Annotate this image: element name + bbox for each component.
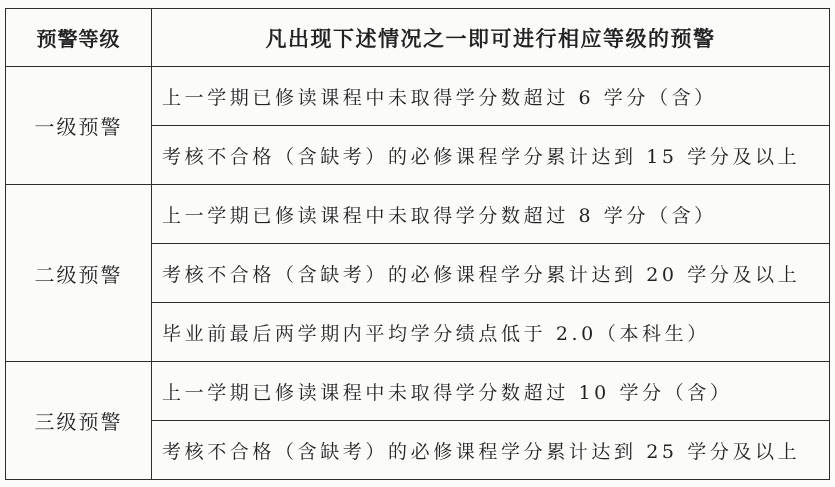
table-row xyxy=(6,185,830,244)
level-1-label: 一级预警 xyxy=(6,67,152,185)
level-1-condition-1: 上一学期已修读课程中未取得学分数超过 6 学分（含） xyxy=(152,67,830,126)
table-row xyxy=(6,362,830,421)
table-header-row xyxy=(6,9,830,67)
table-row xyxy=(6,67,830,126)
level-3-label: 三级预警 xyxy=(6,362,152,480)
level-2-condition-3: 毕业前最后两学期内平均学分绩点低于 2.0（本科生） xyxy=(152,303,830,362)
level-1-condition-2: 考核不合格（含缺考）的必修课程学分累计达到 15 学分及以上 xyxy=(152,126,830,185)
level-2-condition-1: 上一学期已修读课程中未取得学分数超过 8 学分（含） xyxy=(152,185,830,244)
header-condition: 凡出现下述情况之一即可进行相应等级的预警 xyxy=(152,9,830,67)
level-3-condition-2: 考核不合格（含缺考）的必修课程学分累计达到 25 学分及以上 xyxy=(152,421,830,480)
warning-level-table xyxy=(5,8,830,480)
header-warning-level: 预警等级 xyxy=(6,9,152,67)
level-2-label: 二级预警 xyxy=(6,185,152,362)
level-3-condition-1: 上一学期已修读课程中未取得学分数超过 10 学分（含） xyxy=(152,362,830,421)
level-2-condition-2: 考核不合格（含缺考）的必修课程学分累计达到 20 学分及以上 xyxy=(152,244,830,303)
